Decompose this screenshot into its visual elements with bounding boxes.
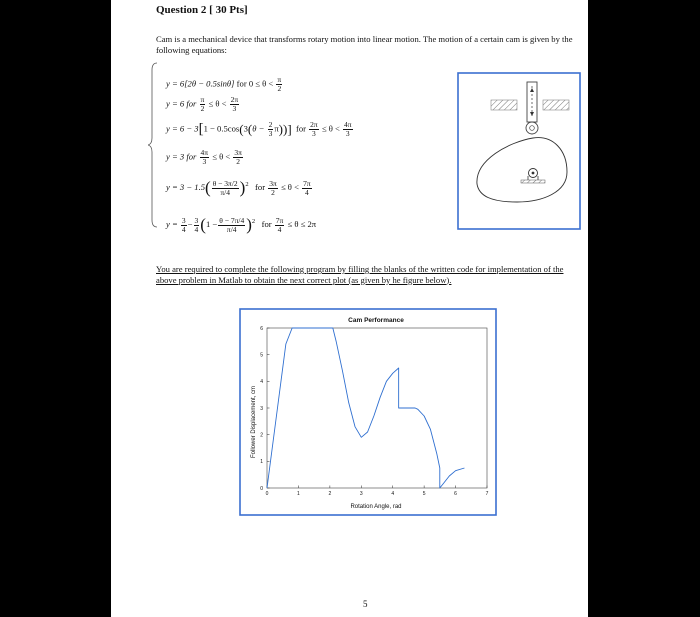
cam-performance-chart <box>239 308 497 516</box>
y-tick-label: 4 <box>260 379 263 386</box>
x-tick-label: 3 <box>359 491 363 497</box>
shaft-support <box>521 180 545 183</box>
equation-4: y = 3 for $\frac{4\pi}{3}$ ≤ θ < $\frac{3\pi}{2}$ <box>166 148 242 166</box>
question-title: Question 2 [ 30 Pts] <box>156 4 248 16</box>
page-number: 5 <box>363 599 368 609</box>
y-tick-label: 1 <box>260 459 263 466</box>
equation-1: y = 6[2θ − 0.5sinθ] for 0 ≤ θ < $\frac{\pi}{2}$ <box>166 75 282 93</box>
guide-wall-left <box>491 100 517 110</box>
x-tick-label: 0 <box>265 491 269 497</box>
x-axis-label: Rotation Angle, rad <box>350 504 402 510</box>
x-tick-label: 4 <box>391 491 395 497</box>
x-tick-label: 5 <box>422 491 426 497</box>
chart-frame <box>240 309 496 515</box>
equation-6: y = $\frac{3}{4}$ − $\frac{3}{4}$ (1 − $\frac{\theta - 7\pi/4}{\pi/4}$ )$^2$ for $\frac{7\pi}{4}$ ≤ θ ≤ 2π <box>166 215 317 234</box>
chart-title: Cam Performance <box>348 317 404 324</box>
follower-roller <box>526 122 538 134</box>
y-tick-label: 2 <box>260 432 263 439</box>
x-tick-label: 1 <box>297 491 300 497</box>
document-page <box>111 0 588 617</box>
y-tick-label: 5 <box>260 352 263 359</box>
x-tick-label: 2 <box>328 491 332 497</box>
y-tick-label: 0 <box>260 485 263 492</box>
y-axis-label: Follower Displacement, cm <box>251 385 257 459</box>
intro-text: Cam is a mechanical device that transforms rotary motion into linear motion. The motion of a certain cam is given by the following equations: <box>156 34 573 55</box>
guide-wall-right <box>543 100 569 110</box>
x-tick-label: 6 <box>454 491 457 497</box>
y-tick-label: 3 <box>260 405 263 412</box>
cam-mechanism-figure <box>457 72 581 230</box>
equation-3: y = 6 − 3[1 − 0.5cos(3(θ − $\frac{2}{3}$ π))] for $\frac{2\pi}{3}$ ≤ θ < $\frac{4\pi}{3}$ <box>166 120 352 138</box>
equation-2: y = 6 for $\frac{\pi}{2}$ ≤ θ < $\frac{2\pi}{3}$ <box>166 95 239 113</box>
piecewise-brace <box>148 60 160 230</box>
x-tick-label: 7 <box>485 491 489 497</box>
y-tick-label: 6 <box>260 325 263 332</box>
requirement-text: You are required to complete the following program by filling the blanks of the written code for implementation of the above problem in Matlab to obtain the next correct plot (as given by he figure below). <box>156 264 564 285</box>
equation-5: y = 3 − 1.5( $\frac{\theta - 3\pi/2}{\pi/4}$ )$^2$ for $\frac{3\pi}{2}$ ≤ θ < $\frac{7\pi}{4}$ <box>166 178 311 197</box>
